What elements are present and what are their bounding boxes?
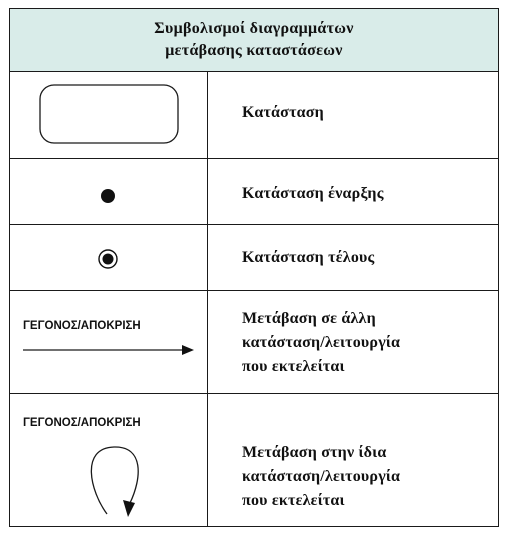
description-transition-other	[242, 307, 494, 379]
symbol-cell	[10, 393, 207, 528]
description-line: που εκτελείται	[242, 358, 345, 375]
description-line: κατάσταση/λειτουργία	[242, 468, 401, 485]
rounded-rectangle-icon	[10, 71, 207, 158]
bullseye-circle-icon	[10, 224, 207, 290]
filled-circle-icon	[10, 158, 207, 224]
description-line: Κατάσταση	[242, 104, 324, 121]
symbol-cell	[10, 224, 207, 290]
description-state	[242, 101, 494, 125]
description-end-state	[242, 246, 494, 270]
straight-arrow-icon	[10, 290, 207, 393]
description-line: Κατάσταση έναρξης	[242, 185, 384, 202]
description-line: κατάσταση/λειτουργία	[242, 334, 401, 351]
table-row-transition-same	[10, 393, 498, 528]
table-row-state	[10, 71, 498, 159]
description-start-state	[242, 182, 494, 206]
description-line: Μετάβαση σε άλλη	[242, 310, 376, 327]
state-diagram-symbols-table	[9, 8, 499, 527]
table-row-start-state	[10, 158, 498, 225]
description-line: Μετάβαση στην ίδια	[242, 444, 387, 461]
table-row-transition-other	[10, 290, 498, 394]
symbol-cell	[10, 290, 207, 393]
table-row-end-state	[10, 224, 498, 291]
loop-arrow-icon	[10, 393, 207, 528]
event-response-label: ΓΕΓΟΝΟΣ/ΑΠΟΚΡΙΣΗ	[23, 320, 141, 332]
header-title-line1: Συμβολισμοί διαγραμμάτων	[154, 20, 354, 37]
event-response-label: ΓΕΓΟΝΟΣ/ΑΠΟΚΡΙΣΗ	[23, 417, 141, 429]
description-line: που εκτελείται	[242, 492, 345, 509]
header-title-line2: μετάβασης καταστάσεων	[165, 42, 343, 59]
symbol-cell	[10, 71, 207, 158]
symbol-cell	[10, 158, 207, 224]
table-header	[10, 9, 498, 72]
description-line: Κατάσταση τέλους	[242, 249, 375, 266]
description-transition-same	[242, 441, 494, 513]
